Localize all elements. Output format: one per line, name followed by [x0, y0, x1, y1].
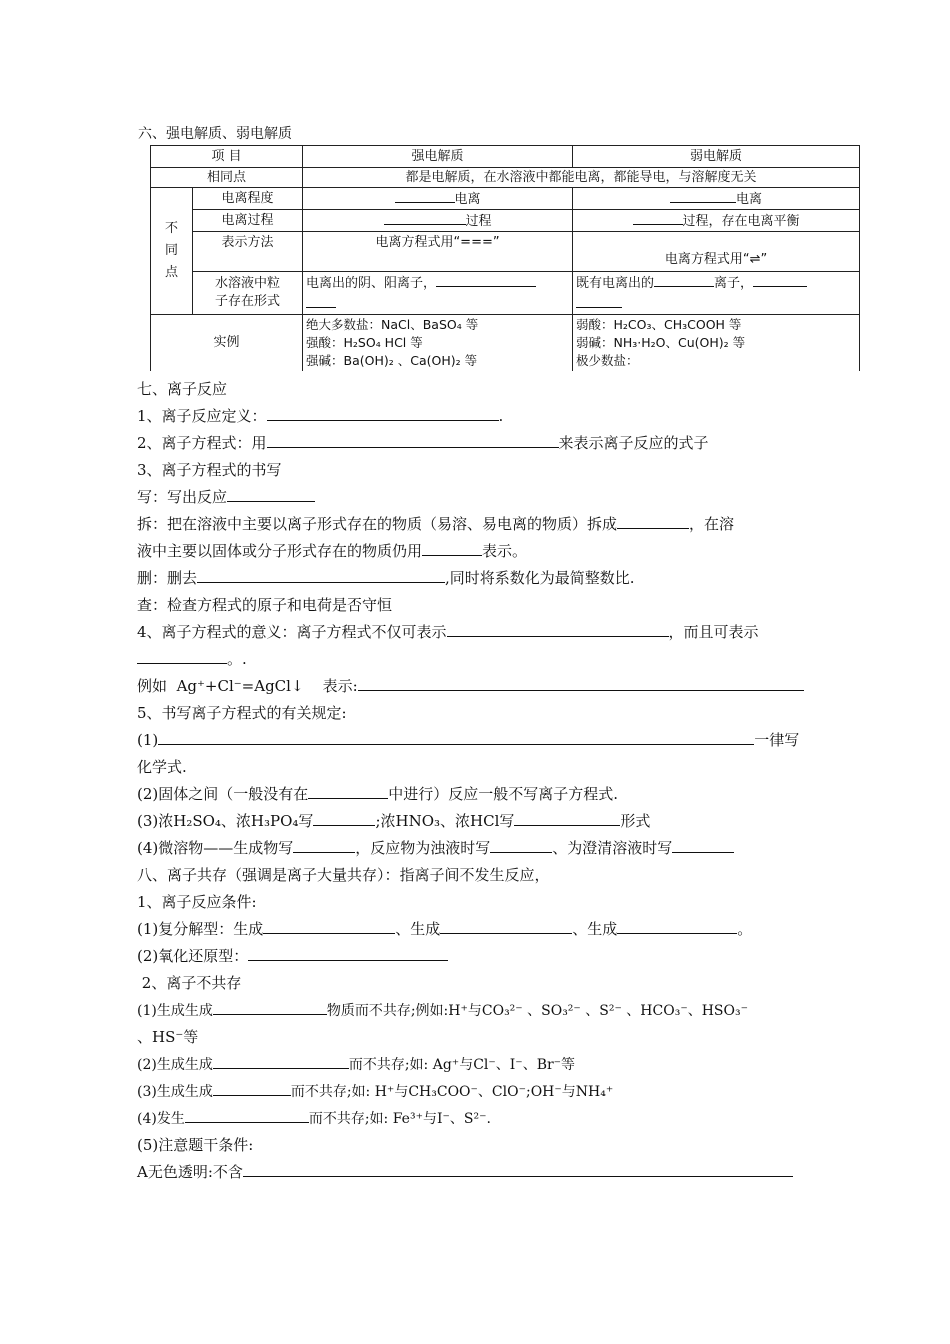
text-span: (1)复分解型：生成	[137, 920, 264, 938]
blank-field[interactable]	[267, 430, 559, 448]
line-rules: 5、书写离子方程式的有关规定:	[137, 704, 347, 722]
worksheet-body	[137, 376, 817, 1186]
line-definition	[137, 403, 817, 430]
text-span: 而不共存;如: H⁺与CH₃COO⁻、ClO⁻;OH⁻与NH₄⁺	[290, 1084, 614, 1100]
text-span: 2、离子不共存	[141, 974, 242, 992]
same-label: 相同点	[151, 168, 303, 188]
line-rule-2	[137, 781, 817, 808]
text-span: 形式	[620, 812, 651, 830]
line-split	[137, 511, 817, 538]
blank-field[interactable]	[185, 1105, 309, 1123]
line-check: 查：检查方程式的原子和电荷是否守恒	[137, 596, 393, 614]
text-span: ，在溶	[689, 515, 735, 533]
blank-field[interactable]	[422, 538, 482, 556]
line-noncoexist	[137, 970, 817, 997]
blank-field[interactable]	[263, 916, 395, 934]
line-write	[137, 484, 817, 511]
text-span: 、生成	[572, 920, 618, 938]
blank-field[interactable]	[617, 511, 689, 529]
text-span: 而不共存;如: Fe³⁺与I⁻、S²⁻.	[308, 1111, 491, 1127]
text-span: (4)微溶物——生成物写	[137, 839, 294, 857]
text-span: (4)发生	[137, 1111, 185, 1127]
process-label: 电离过程	[193, 210, 303, 232]
text-span: 电离	[454, 192, 481, 207]
text-span: ，而且可表示	[668, 623, 759, 641]
header-weak: 弱电解质	[573, 146, 860, 168]
text-span: Ag⁺+Cl⁻=AgCl↓	[176, 677, 304, 695]
text-span: 电离出的阴、阳离子，	[306, 276, 437, 291]
table-row	[151, 272, 860, 315]
line-meaning-cont	[137, 646, 817, 673]
text-span: 。.	[227, 650, 247, 668]
table-row	[151, 315, 860, 371]
diff-label-text: 不同点	[164, 221, 178, 280]
text-span: (2)固体之间（一般没有在	[137, 785, 309, 803]
header-item: 项 目	[151, 146, 303, 168]
text-span: 表示:	[322, 677, 358, 695]
line-redox	[137, 943, 817, 970]
text-span: .	[498, 407, 504, 425]
line-metathesis	[137, 916, 817, 943]
table-row	[151, 146, 860, 168]
line-rule-1-cont: 化学式.	[137, 758, 187, 776]
blank-field[interactable]	[358, 673, 804, 691]
text-span: (2)生成生成	[137, 1057, 213, 1073]
line-rule-3	[137, 808, 817, 835]
blank-field[interactable]	[227, 484, 315, 502]
text-span: 、为澄清溶液时写	[552, 839, 673, 857]
text-span: 删：删去	[137, 569, 198, 587]
example-strong: 绝大多数盐：NaCl、BaSO₄ 等 强酸：H₂SO₄ HCl 等 强碱：Ba(OH)₂ 、Ca(OH)₂ 等	[303, 315, 573, 371]
blank-field[interactable]	[490, 835, 552, 853]
text-span: 表示。	[482, 542, 528, 560]
table-row	[151, 232, 860, 272]
line-ionic-equation	[137, 430, 817, 457]
text-span: ,同时将系数化为最简整数比.	[445, 569, 635, 587]
line-colorless	[137, 1159, 817, 1186]
section-7-title: 七、离子反应	[137, 380, 228, 398]
same-value: 都是电解质，在水溶液中都能电离，都能导电，与溶解度无关	[303, 168, 860, 188]
line-nc-2	[137, 1051, 817, 1078]
text-span: (1)生成生成	[137, 1003, 213, 1019]
exist-weak	[573, 272, 860, 315]
text-span: 1、离子反应定义：	[137, 407, 267, 425]
table-row	[151, 188, 860, 210]
text-span: ，反应物为浊液时写	[355, 839, 491, 857]
blank-field[interactable]	[158, 727, 754, 745]
table-row	[151, 210, 860, 232]
line-rule-4	[137, 835, 817, 862]
degree-strong	[303, 188, 573, 210]
line-rule-1	[137, 727, 817, 754]
text-span: ;浓HNO₃、浓HCl写	[375, 812, 515, 830]
text-span: 而不共存;如: Ag⁺与Cl⁻、I⁻、Br⁻等	[348, 1057, 576, 1073]
line-conditions: 1、离子反应条件:	[137, 893, 257, 911]
text-span: 2、离子方程式：用	[137, 434, 267, 452]
line-nc-3	[137, 1078, 817, 1105]
line-meaning	[137, 619, 817, 646]
line-writing: 3、离子方程式的书写	[137, 461, 282, 479]
blank-field[interactable]	[213, 1078, 291, 1096]
text-span: 。	[737, 920, 753, 938]
text-span: 液中主要以固体或分子形式存在的物质仍用	[137, 542, 423, 560]
text-span: 例如	[137, 677, 168, 695]
text-span: 过程	[465, 214, 492, 229]
text-span: A无色透明:不含	[137, 1163, 243, 1181]
text-span: (3)生成生成	[137, 1084, 213, 1100]
text-span: 写：写出反应	[137, 488, 228, 506]
table-row	[151, 168, 860, 188]
blank-field[interactable]	[313, 808, 375, 826]
line-nc-1	[137, 997, 817, 1024]
text-span: 过程，存在电离平衡	[682, 214, 800, 229]
process-strong	[303, 210, 573, 232]
repr-weak: 电离方程式用“⇌”	[573, 232, 860, 272]
blank-field[interactable]	[672, 835, 734, 853]
line-nc-1-cont: 、HS⁻等	[137, 1028, 199, 1046]
blank-field[interactable]	[213, 1051, 349, 1069]
repr-strong: 电离方程式用“===”	[303, 232, 573, 272]
blank-field[interactable]	[440, 916, 572, 934]
text-span: 中进行）反应一般不写离子方程式.	[388, 785, 619, 803]
degree-label: 电离程度	[193, 188, 303, 210]
text-span: (1)	[137, 731, 159, 749]
text-span: 来表示离子反应的式子	[558, 434, 709, 452]
line-nc-4	[137, 1105, 817, 1132]
line-example	[137, 673, 817, 700]
blank-field[interactable]	[213, 997, 327, 1015]
text-span: 4、离子方程式的意义：离子方程式不仅可表示	[137, 623, 447, 641]
exist-strong	[303, 272, 573, 315]
process-weak	[573, 210, 860, 232]
text-span: 电离	[736, 192, 763, 207]
blank-field[interactable]	[514, 808, 620, 826]
blank-field[interactable]	[248, 943, 448, 961]
text-span: (3)浓H₂SO₄、浓H₃PO₄写	[137, 812, 314, 830]
line-nc-5: (5)注意题干条件:	[137, 1136, 254, 1154]
line-delete	[137, 565, 817, 592]
diff-label	[151, 188, 193, 315]
text-span: 、生成	[395, 920, 441, 938]
blank-field[interactable]	[267, 403, 499, 421]
section-8-title: 八、离子共存（强调是离子大量共存）：指离子间不发生反应，	[137, 866, 550, 884]
blank-field[interactable]	[293, 835, 355, 853]
text-span: 离子，	[714, 276, 754, 291]
line-split-cont	[137, 538, 817, 565]
blank-field[interactable]	[617, 916, 737, 934]
text-span: 物质而不共存;例如:H⁺与CO₃²⁻ 、SO₃²⁻ 、S²⁻ 、HCO₃⁻、HSO₃⁻	[326, 1003, 748, 1019]
section-6-title: 六、强电解质、弱电解质	[138, 126, 292, 142]
blank-field[interactable]	[137, 646, 227, 664]
electrolyte-comparison-table	[150, 145, 860, 371]
example-weak: 弱酸：H₂CO₃、CH₃COOH 等 弱碱：NH₃·H₂O、Cu(OH)₂ 等 极少数盐：	[573, 315, 860, 371]
header-strong: 强电解质	[303, 146, 573, 168]
blank-field[interactable]	[447, 619, 669, 637]
text-span: 一律写	[754, 731, 800, 749]
blank-field[interactable]	[197, 565, 445, 583]
text-span: 既有电离出的	[576, 276, 655, 291]
text-span: 拆：把在溶液中主要以离子形式存在的物质（易溶、易电离的物质）拆成	[137, 515, 618, 533]
exist-label: 水溶液中粒 子存在形式	[193, 272, 303, 315]
blank-field[interactable]	[308, 781, 388, 799]
example-label: 实例	[151, 315, 303, 371]
repr-label: 表示方法	[193, 232, 303, 272]
degree-weak	[573, 188, 860, 210]
text-span: (2)氧化还原型：	[137, 947, 249, 965]
blank-field[interactable]	[243, 1159, 793, 1177]
